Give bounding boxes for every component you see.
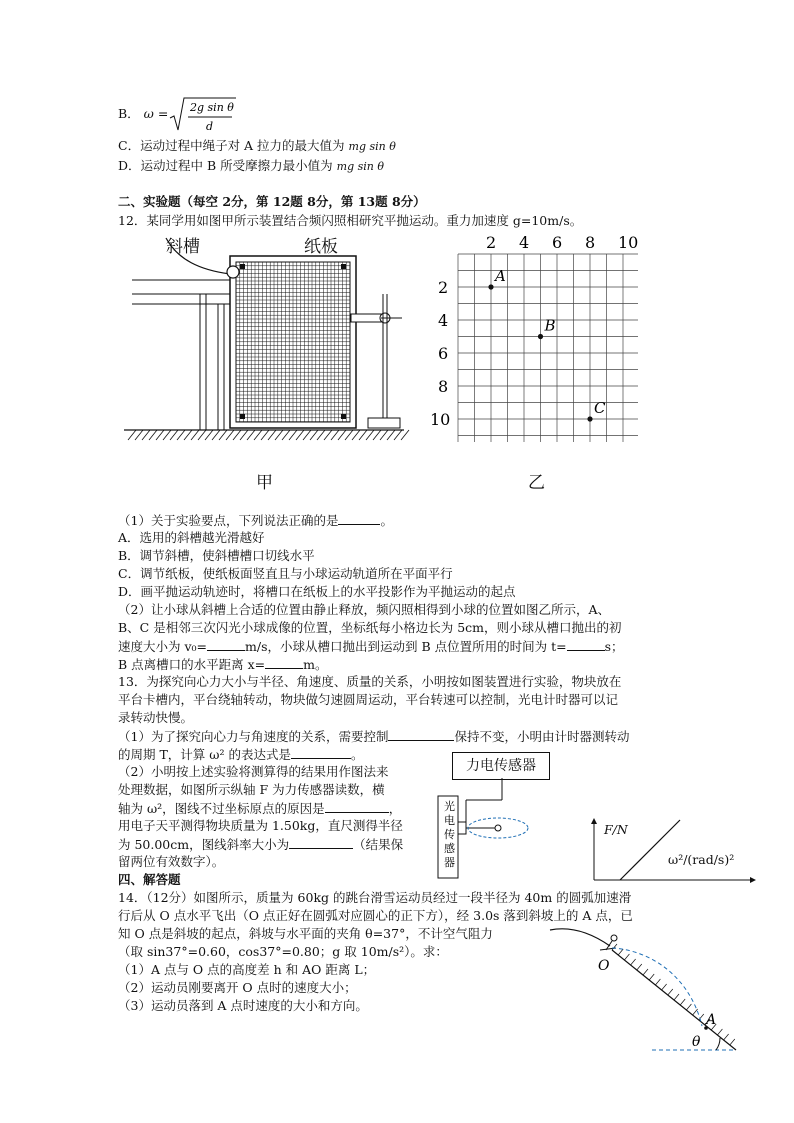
point-A xyxy=(488,284,493,289)
q14-line2: 行后从 O 点水平飞出（O 点正好在圆弧对应圆心的正下方），经 3.0s 落到斜坡上的 A 点，已 xyxy=(118,908,633,923)
q13-part2-line6: 留两位有效数字）。 xyxy=(118,854,225,869)
point-A: A xyxy=(706,1012,717,1028)
caption-yi: 乙 xyxy=(528,473,545,493)
option-b-lhs: ω = xyxy=(143,106,169,121)
q14-line1: 14．（12分）如图所示，质量为 60kg 的跳台滑雪运动员经过一段半径为 40m 的圆弧加速滑 xyxy=(118,890,632,905)
graph-line xyxy=(620,820,680,880)
option-b-sqrt xyxy=(168,96,238,136)
answer-blank-t[interactable] xyxy=(567,638,605,651)
q12-v0-label: 速度大小为 v₀= xyxy=(118,639,208,654)
option-d-expr: mg sin θ xyxy=(336,160,384,173)
q13-part1-d: 。 xyxy=(350,747,364,762)
q12-option-c: C．调节纸板，使纸板面竖直且与小球运动轨道所在平面平行 xyxy=(118,566,453,581)
q14-line3: 知 O 点是斜坡的起点，斜坡与水平面的夹角 θ=37°，不计空气阻力 xyxy=(118,926,493,941)
q13-part2-line5 xyxy=(118,836,403,853)
q14-part2: （2）运动员刚要离开 O 点时的速度大小； xyxy=(118,980,357,995)
answer-blank-omega[interactable] xyxy=(291,746,351,759)
q13-part1-line2 xyxy=(118,746,363,763)
y-tick-8: 8 xyxy=(438,377,449,396)
ball xyxy=(227,266,239,278)
q13-part2-comma: ， xyxy=(388,801,402,816)
q12-part1-end: 。 xyxy=(380,513,393,528)
q12-x-label: B 点离槽口的水平距离 x= xyxy=(118,657,266,672)
q13-line2: 平台卡槽内，平台绕轴转动，物块做匀速圆周运动，平台转速可以控制，光电计时器可以记 xyxy=(118,692,619,707)
answer-blank-reason[interactable] xyxy=(325,800,389,813)
q12-option-d: D．画平抛运动轨迹时，将槽口在纸板上的水平投影作为平抛运动的起点 xyxy=(118,584,516,599)
q12-stem: 12．某同学用如图甲所示装置结合频闪照相研究平抛运动。重力加速度 g=10m/s。 xyxy=(118,213,583,228)
point-label-A: A xyxy=(495,267,506,285)
figure-yi-grid xyxy=(428,232,638,442)
point-O: O xyxy=(598,958,610,974)
option-b-denom: d xyxy=(206,120,214,133)
answer-blank-x[interactable] xyxy=(265,656,303,669)
q12-part1-text: （1）关于实验要点，下列说法正确的是 xyxy=(118,513,339,528)
q13-part2-line2: 处理数据，如图所示纵轴 F 为力传感器读数，横 xyxy=(118,782,385,797)
q13-part2-line3 xyxy=(118,800,401,817)
photo-label-0: 光 xyxy=(444,800,455,813)
point-label-B: B xyxy=(544,316,556,335)
option-c-text: C．运动过程中绳子对 A 拉力的最大值为 xyxy=(118,138,345,153)
q13-part1-b: 保持不变，小明由计时器测转动 xyxy=(454,729,630,744)
x-tick-6: 6 xyxy=(552,233,563,252)
section2-heading: 二、实验题（每空 2分，第 12题 8分，第 13题 8分） xyxy=(118,194,426,209)
section4-heading: 四、解答题 xyxy=(118,872,181,887)
answer-blank-control[interactable] xyxy=(388,728,454,741)
q12-part2-line1: （2）让小球从斜槽上合适的位置由静止释放，频闪照相得到小球的位置如图乙所示，A、 xyxy=(118,602,610,617)
q12-part2-line4 xyxy=(118,656,328,673)
q12-part1 xyxy=(118,512,393,529)
option-b-prefix: B． xyxy=(118,106,140,121)
q12-option-b: B．调节斜槽，使斜槽槽口切线水平 xyxy=(118,548,315,563)
y-tick-10: 10 xyxy=(430,410,451,429)
option-b xyxy=(118,106,168,122)
x-tick-4: 4 xyxy=(519,233,530,252)
q13-part2-line4: 用电子天平测得物块质量为 1.50kg，直尺测得半径 xyxy=(118,818,403,833)
option-d-text: D．运动过程中 B 所受摩擦力最小值为 xyxy=(118,158,333,173)
photo-label-1: 电 xyxy=(444,814,455,827)
q14-part3: （3）运动员落到 A 点时速度的大小和方向。 xyxy=(118,998,368,1013)
q14-part1: （1）A 点与 O 点的高度差 h 和 AO 距离 L； xyxy=(118,962,376,977)
q13-part1-c: 的周期 T，计算 ω² 的表达式是 xyxy=(118,747,291,762)
q13-part2-note: （结果保 xyxy=(353,837,404,852)
q12-t-unit: s； xyxy=(604,639,624,654)
answer-blank-v0[interactable] xyxy=(207,638,245,651)
angle-theta: θ xyxy=(692,1034,701,1050)
x-tick-8: 8 xyxy=(585,233,596,252)
q12-option-a: A．选用的斜槽越光滑越好 xyxy=(118,530,265,545)
graph-ylabel: F/N xyxy=(604,822,628,837)
q13-part1-line1 xyxy=(118,728,629,745)
q12-t-label: m/s，小球从槽口抛出到运动到 B 点位置所用的时间为 t= xyxy=(245,639,567,654)
point-B xyxy=(538,334,543,339)
figure-jia-apparatus xyxy=(122,230,412,446)
figure-q13-apparatus xyxy=(436,778,546,888)
q13-part1-a: （1）为了探究向心力与角速度的关系，需要控制 xyxy=(118,729,389,744)
option-c-expr: mg sin θ xyxy=(348,140,396,153)
photo-label-4: 器 xyxy=(444,856,455,869)
answer-blank-slope[interactable] xyxy=(289,836,353,849)
y-tick-4: 4 xyxy=(438,311,449,330)
option-c xyxy=(118,138,396,155)
q14-line4: （取 sin37°=0.60，cos37°=0.80；g 取 10m/s²）。求： xyxy=(118,944,448,959)
answer-blank[interactable] xyxy=(338,512,380,525)
q13-part2-slope: 为 50.00cm，图线斜率大小为 xyxy=(118,837,290,852)
photo-label-3: 感 xyxy=(444,842,455,855)
photo-label-2: 传 xyxy=(444,828,455,841)
q13-line3: 录转动快慢。 xyxy=(118,710,194,725)
q13-part2-line1: （2）小明按上述实验将测算得的结果用作图法来 xyxy=(118,764,389,779)
figure-q14-ski-slope xyxy=(540,918,746,1058)
x-tick-10: 10 xyxy=(618,233,638,252)
option-d xyxy=(118,158,384,175)
q12-x-unit: m。 xyxy=(303,657,328,672)
label-board: 纸板 xyxy=(304,237,338,257)
caption-jia: 甲 xyxy=(256,473,273,493)
force-sensor-box: 力电传感器 xyxy=(452,752,550,780)
x-tick-2: 2 xyxy=(486,233,497,252)
q12-part2-line2: B、C 是相邻三次闪光小球成像的位置，坐标纸每小格边长为 5cm，则小球从槽口抛出的初 xyxy=(118,620,622,635)
q13-line1: 13．为探究向心力大小与半径、角速度、质量的关系，小明按如图装置进行实验，物块放在 xyxy=(118,674,622,689)
label-chute: 斜槽 xyxy=(166,237,200,257)
y-tick-6: 6 xyxy=(438,344,449,363)
point-C xyxy=(587,416,592,421)
option-b-numer: 2g sin θ xyxy=(190,101,234,114)
point-label-C: C xyxy=(594,399,606,417)
q13-part2-reason: 轴为 ω²，图线不过坐标原点的原因是 xyxy=(118,801,325,816)
graph-xlabel: ω²/(rad/s)² xyxy=(668,852,735,867)
q12-part2-line3 xyxy=(118,638,624,655)
y-tick-2: 2 xyxy=(438,278,449,297)
